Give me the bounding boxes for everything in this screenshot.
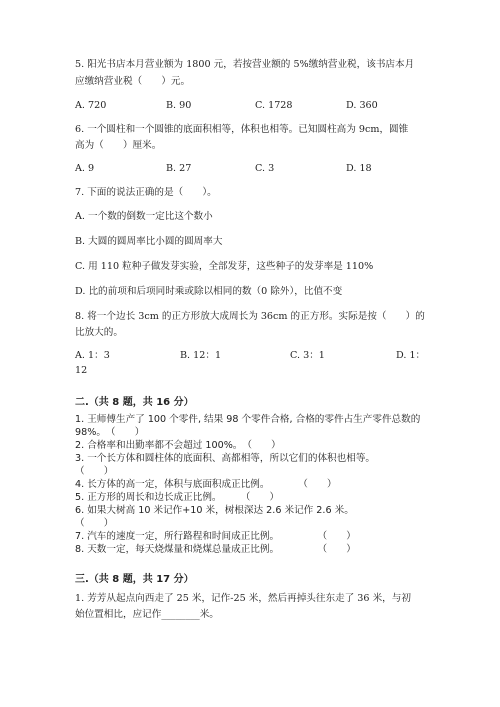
s2-item-1-line2: 98%。 （ ） — [75, 427, 145, 438]
q5-option-a[interactable]: A. 720 — [75, 100, 107, 111]
s2-item-6-line1: 6. 如果大树高 10 米记作+10 米，树根深达 2.6 米记作 2.6 米。 — [75, 505, 354, 516]
q8-option-b[interactable]: B. 12：1 — [180, 350, 222, 361]
q7-option-d[interactable]: D. 比的前项和后项同时乘或除以相同的数（0 除外），比值不变 — [75, 286, 343, 297]
q7-stem: 7. 下面的说法正确的是（ ）。 — [75, 187, 217, 198]
s2-item-3-line2: （ ） — [75, 466, 114, 477]
s2-item-6-line2: （ ） — [75, 518, 114, 529]
section3-title: 三.（共 8 题，共 17 分） — [75, 574, 194, 585]
section2-title: 二.（共 8 题，共 16 分） — [75, 397, 194, 408]
q5-option-b[interactable]: B. 90 — [166, 100, 192, 111]
q5-stem-line2: 应缴纳营业税（ ）元。 — [75, 76, 191, 87]
s3-q1-line2: 始位置相比，应记作________米。 — [75, 609, 219, 620]
q6-option-a[interactable]: A. 9 — [75, 163, 95, 174]
q8-stem-line2: 比放大的。 — [75, 327, 123, 338]
q5-option-d[interactable]: D. 360 — [346, 100, 378, 111]
q8-option-d-continued: 12 — [75, 365, 88, 376]
s2-item-3-line1: 3. 一个长方体和圆柱体的底面积、高都相等，所以它们的体积也相等。 — [75, 453, 376, 464]
s2-item-4: 4. 长方体的高一定，体积与底面积成正比例。 （ ） — [75, 479, 337, 490]
q8-option-d[interactable]: D. 1： — [396, 350, 426, 361]
s3-q1-line1: 1. 芳芳从起点向西走了 25 米，记作-25 米，然后再掉头往东走了 36 米，与初 — [75, 593, 411, 604]
s2-item-8: 8. 天数一定，每天烧煤量和烧煤总量成正比例。 （ ） — [75, 544, 356, 555]
q7-option-b[interactable]: B. 大圆的圆周率比小圆的圆周率大 — [75, 236, 223, 247]
q8-option-a[interactable]: A. 1：3 — [75, 350, 110, 361]
q7-option-c[interactable]: C. 用 110 粒种子做发芽实验，全部发芽，这些种子的发芽率是 110% — [75, 261, 374, 272]
q5-option-c[interactable]: C. 1728 — [255, 100, 293, 111]
q8-option-c[interactable]: C. 3：1 — [290, 350, 325, 361]
s2-item-2: 2. 合格率和出勤率都不会超过 100%。 （ ） — [75, 440, 281, 451]
q7-option-a[interactable]: A. 一个数的倒数一定比这个数小 — [75, 211, 213, 222]
s2-item-7: 7. 汽车的速度一定，所行路程和时间成正比例。 （ ） — [75, 531, 356, 542]
s2-item-5: 5. 正方形的周长和边长成正比例。 （ ） — [75, 492, 280, 503]
q6-stem-line1: 6. 一个圆柱和一个圆锥的底面积相等，体积也相等。已知圆柱高为 9cm，圆锥 — [75, 124, 409, 135]
q6-option-d[interactable]: D. 18 — [346, 163, 372, 174]
s2-item-1-line1: 1. 王师傅生产了 100 个零件, 结果 98 个零件合格, 合格的零件占生产零件总数的 — [75, 414, 421, 425]
q5-stem-line1: 5. 阳光书店本月营业额为 1800 元，若按营业额的 5%缴纳营业税，该书店本月 — [75, 59, 415, 70]
q6-option-b[interactable]: B. 27 — [166, 163, 192, 174]
q6-option-c[interactable]: C. 3 — [255, 163, 275, 174]
q8-stem-line1: 8. 将一个边长 3cm 的正方形放大成周长为 36cm 的正方形。实际是按（ ）的 — [75, 311, 425, 322]
q6-stem-line2: 高为（ ）厘米。 — [75, 140, 162, 151]
